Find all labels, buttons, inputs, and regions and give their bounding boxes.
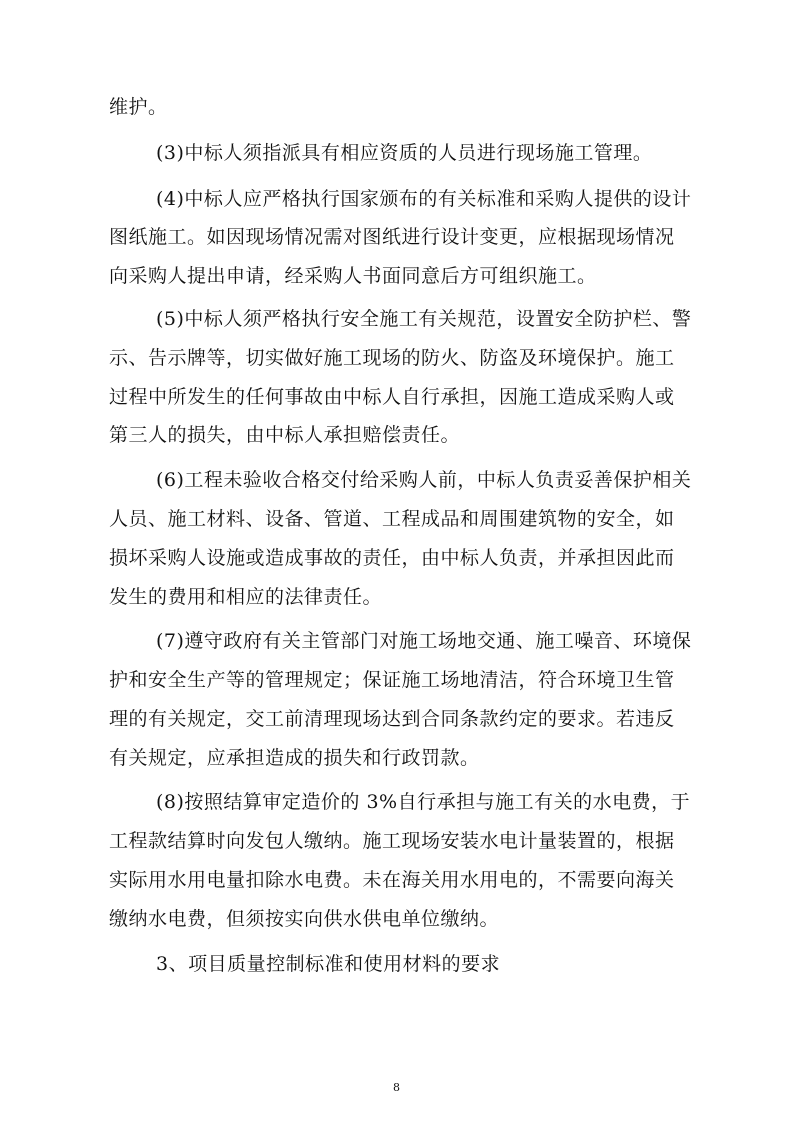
text-line: (4)中标人应严格执行国家颁布的有关标准和采购人提供的设计 — [156, 188, 692, 210]
section-heading: 3、项目质量控制标准和使用材料的要求 — [156, 953, 501, 975]
text-line: 向采购人提出申请，经采购人书面同意后方可组织施工。 — [109, 265, 597, 287]
text-line: 发生的费用和相应的法律责任。 — [109, 586, 383, 608]
text-line: 第三人的损失，由中标人承担赔偿责任。 — [109, 424, 461, 446]
text-line: 缴纳水电费，但须按实向供水供电单位缴纳。 — [109, 908, 500, 930]
text-line: 护和安全生产等的管理规定；保证施工场地清洁，符合环境卫生管 — [109, 669, 675, 691]
text-line: (8)按照结算审定造价的 3%自行承担与施工有关的水电费，于 — [156, 791, 691, 813]
text-line: 人员、施工材料、设备、管道、工程成品和周围建筑物的安全，如 — [109, 508, 675, 530]
text-line: 过程中所发生的任何事故由中标人自行承担，因施工造成采购人或 — [109, 386, 675, 408]
text-line: 实际用水用电量扣除水电费。未在海关用水用电的，不需要向海关 — [109, 869, 675, 891]
text-line: (7)遵守政府有关主管部门对施工场地交通、施工噪音、环境保 — [156, 630, 692, 652]
page-number: 8 — [393, 1081, 400, 1094]
text-line: (3)中标人须指派具有相应资质的人员进行现场施工管理。 — [156, 142, 653, 164]
text-line: 示、告示牌等，切实做好施工现场的防火、防盗及环境保护。施工 — [109, 347, 675, 369]
text-line: 图纸施工。如因现场情况需对图纸进行设计变更，应根据现场情况 — [109, 226, 675, 248]
text-line: (6)工程未验收合格交付给采购人前，中标人负责妥善保护相关 — [156, 469, 692, 491]
text-line: 理的有关规定，交工前清理现场达到合同条款约定的要求。若违反 — [109, 708, 675, 730]
text-line: 有关规定，应承担造成的损失和行政罚款。 — [109, 747, 480, 769]
text-line: 损坏采购人设施或造成事故的责任，由中标人负责，并承担因此而 — [109, 547, 675, 569]
text-line: 工程款结算时向发包人缴纳。施工现场安装水电计量装置的，根据 — [109, 830, 675, 852]
text-line: (5)中标人须严格执行安全施工有关规范，设置安全防护栏、警 — [156, 308, 692, 330]
text-line: 维护。 — [109, 96, 168, 118]
